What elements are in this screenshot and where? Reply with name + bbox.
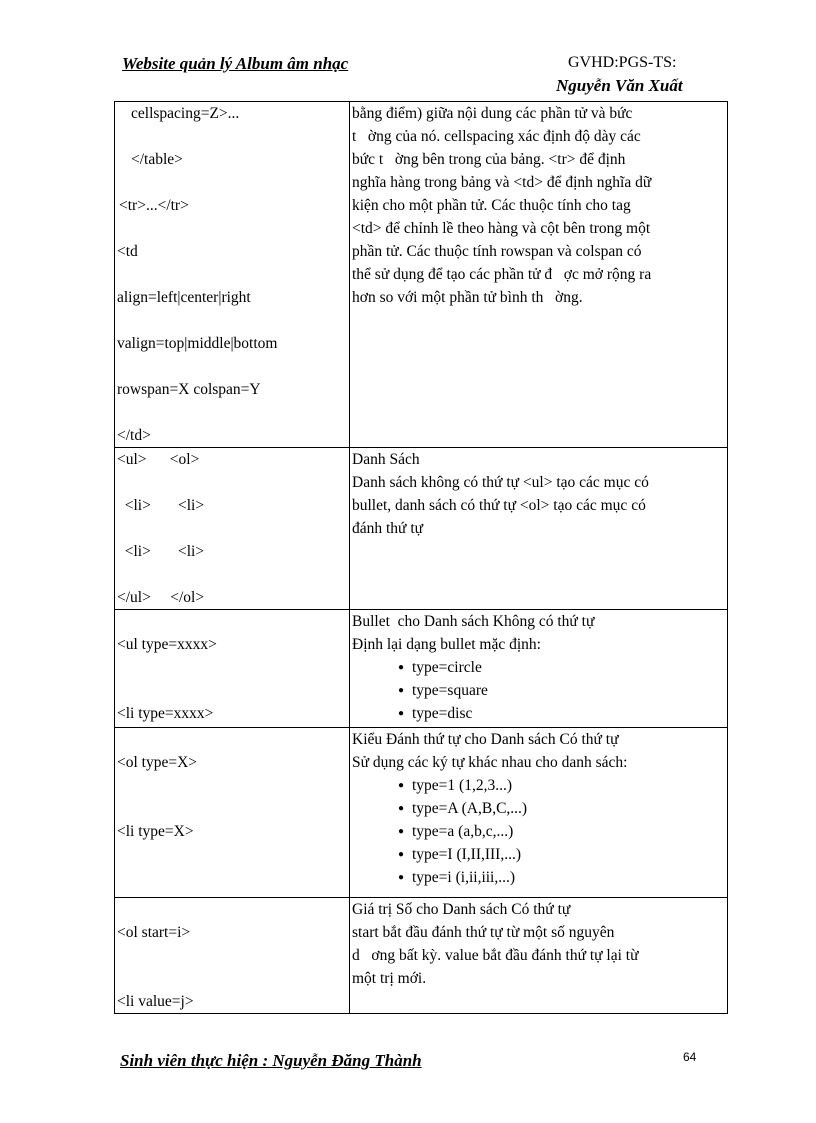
tag-line: align=left|center|right	[117, 289, 251, 306]
tag-line: <li> <li>	[117, 497, 205, 514]
description-cell	[350, 728, 728, 898]
description-line: Danh Sách	[352, 451, 420, 468]
description-line: t ờng của nó. cellspacing xác định độ dày các	[352, 128, 641, 145]
footer-student: Sinh viên thực hiện : Nguyễn Đăng Thành	[120, 1051, 422, 1070]
description-line: Giá trị Số cho Danh sách Có thứ tự	[352, 901, 571, 918]
table-row	[115, 448, 728, 610]
description-line: hơn so với một phần tử bình th ờng.	[352, 289, 583, 306]
description-line: Danh sách không có thứ tự <ul> tạo các mục có	[352, 474, 649, 491]
description-line: bức t ờng bên trong của bảng. <tr> để định	[352, 151, 626, 168]
description-cell	[350, 102, 728, 448]
tag-line: valign=top|middle|bottom	[117, 335, 278, 352]
tag-reference-table	[114, 101, 728, 1014]
table-row	[115, 102, 728, 448]
description-line: bằng điểm) giữa nội dung các phần tử và bức	[352, 105, 633, 122]
description-cell	[350, 448, 728, 610]
tag-line	[117, 355, 347, 378]
list-item: ● type=1 (1,2,3...)	[412, 774, 725, 797]
description-cell	[350, 610, 728, 728]
list-item: ● type=A (A,B,C,...)	[412, 797, 725, 820]
tag-line	[117, 774, 347, 797]
page-number: 64	[683, 1050, 697, 1064]
tag-line	[117, 967, 347, 990]
table-row	[115, 898, 728, 1014]
bullet-list	[352, 656, 725, 725]
description-line: kiện cho một phần tử. Các thuộc tính cho tag	[352, 197, 631, 214]
list-item: ● type=i (i,ii,iii,...)	[412, 866, 725, 889]
tag-line	[117, 263, 347, 286]
tag-line: <li type=xxxx>	[117, 705, 214, 722]
description-line: Định lại dạng bullet mặc định:	[352, 636, 541, 653]
tag-line: <tr>...</tr>	[119, 197, 189, 214]
tag-line	[117, 471, 347, 494]
tag-line	[117, 679, 347, 702]
tag-line	[117, 401, 347, 424]
tag-line	[117, 125, 347, 148]
header-advisor-name: Nguyễn Văn Xuất	[556, 76, 683, 95]
list-item: ● type=square	[412, 679, 725, 702]
description-line: Kiểu Đánh thứ tự cho Danh sách Có thứ tự	[352, 731, 619, 748]
header-advisor-label: GVHD:PGS-TS:	[568, 54, 677, 71]
description-line: bullet, danh sách có thứ tự <ol> tạo các mục có	[352, 497, 646, 514]
tag-cell	[115, 448, 350, 610]
list-item: ● type=I (I,II,III,...)	[412, 843, 725, 866]
table-row	[115, 728, 728, 898]
tag-line: <ul> <ol>	[117, 451, 200, 468]
tag-line	[117, 610, 347, 633]
tag-cell	[115, 610, 350, 728]
tag-line: </td>	[117, 427, 151, 444]
tag-line	[117, 171, 347, 194]
tag-line: <li value=j>	[117, 993, 194, 1010]
description-line: một trị mới.	[352, 970, 427, 987]
tag-line: cellspacing=Z>...	[131, 105, 240, 122]
tag-line: <li type=X>	[117, 823, 194, 840]
tag-line: <ol start=i>	[117, 924, 191, 941]
tag-line: <ol type=X>	[117, 754, 198, 771]
tag-line	[117, 309, 347, 332]
description-line: start bắt đầu đánh thứ tự từ một số nguyên	[352, 924, 615, 941]
description-line: đánh thứ tự	[352, 520, 424, 537]
tag-line	[117, 563, 347, 586]
tag-line	[117, 217, 347, 240]
description-line: nghĩa hàng trong bảng và <td> để định nghĩa dữ	[352, 174, 652, 191]
header-title: Website quản lý Album âm nhạc	[122, 54, 349, 73]
tag-line: <td	[117, 243, 138, 260]
tag-cell	[115, 728, 350, 898]
bullet-list	[352, 774, 725, 889]
description-line: Sử dụng các ký tự khác nhau cho danh sách:	[352, 754, 628, 771]
tag-cell	[115, 102, 350, 448]
list-item: ● type=circle	[412, 656, 725, 679]
description-line: d ơng bất kỳ. value bắt đầu đánh thứ tự lại từ	[352, 947, 639, 964]
tag-line	[117, 656, 347, 679]
description-cell	[350, 898, 728, 1014]
description-line: thể sử dụng để tạo các phần tử đ ợc mở rộng ra	[352, 266, 652, 283]
table-row	[115, 610, 728, 728]
tag-line: rowspan=X colspan=Y	[117, 381, 261, 398]
tag-line: <li> <li>	[117, 543, 205, 560]
description-line: Bullet cho Danh sách Không có thứ tự	[352, 613, 595, 630]
tag-line	[117, 898, 347, 921]
tag-cell	[115, 898, 350, 1014]
tag-line: <ul type=xxxx>	[117, 636, 217, 653]
tag-line	[117, 728, 347, 751]
list-item: ● type=disc	[412, 702, 725, 725]
tag-line: </ul> </ol>	[117, 589, 205, 606]
tag-line	[117, 944, 347, 967]
tag-line	[117, 517, 347, 540]
list-item: ● type=a (a,b,c,...)	[412, 820, 725, 843]
description-line: phần tử. Các thuộc tính rowspan và colspan có	[352, 243, 642, 260]
description-line: <td> để chỉnh lề theo hàng và cột bên trong một	[352, 220, 651, 237]
tag-line	[117, 797, 347, 820]
tag-line: </table>	[131, 151, 183, 168]
